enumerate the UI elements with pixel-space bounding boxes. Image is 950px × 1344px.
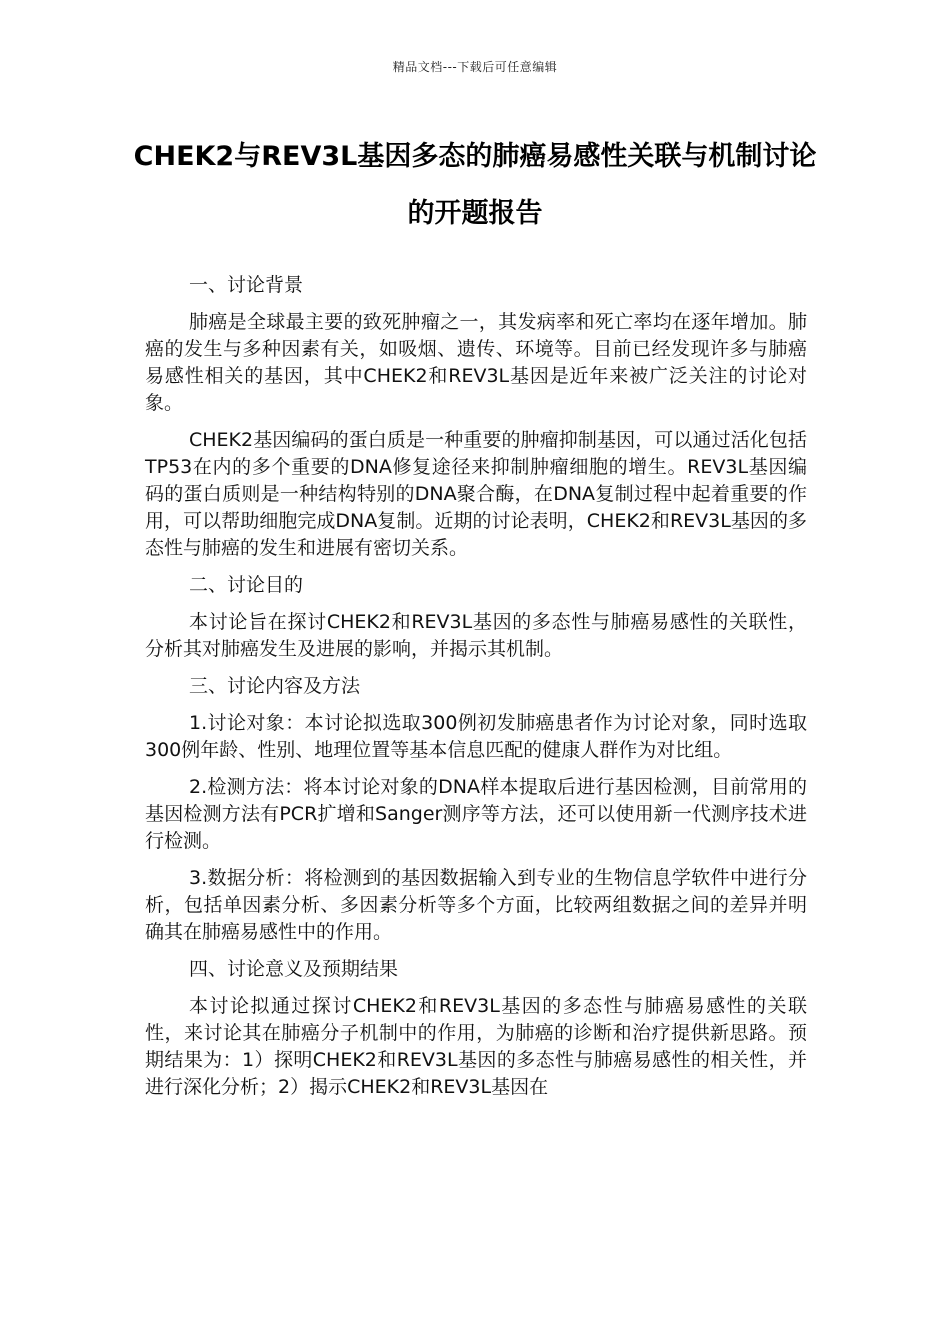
paragraph: 2.检测方法：将本讨论对象的DNA样本提取后进行基因检测，目前常用的基因检测方法有PCR扩增和Sanger测序等方法，还可以使用新一代测序技术进行检测。 xyxy=(145,776,807,852)
section-content-methods xyxy=(145,673,807,946)
document-title: CHEK2与REV3L基因多态的肺癌易感性关联与机制讨论的开题报告 xyxy=(133,141,817,229)
section-significance-results xyxy=(145,956,807,1101)
section-heading: 一、讨论背景 xyxy=(189,274,304,296)
paragraph: 本讨论拟通过探讨CHEK2和REV3L基因的多态性与肺癌易感性的关联性，来讨论其在肺癌分子机制中的作用，为肺癌的诊断和治疗提供新思路。预期结果为：1）探明CHEK2和REV3L基因的多态性与肺癌易感性的相关性，并进行深化分析；2）揭示CHEK2和REV3L基因在 xyxy=(145,995,807,1098)
section-purpose xyxy=(145,572,807,663)
document-body xyxy=(145,272,807,1111)
paragraph: 1.讨论对象：本讨论拟选取300例初发肺癌患者作为讨论对象，同时选取300例年龄、性别、地理位置等基本信息匹配的健康人群作为对比组。 xyxy=(145,712,807,761)
paragraph: CHEK2基因编码的蛋白质是一种重要的肿瘤抑制基因，可以通过活化包括TP53在内的多个重要的DNA修复途径来抑制肿瘤细胞的增生。REV3L基因编码的蛋白质则是一种结构特别的DNA聚合酶，在DNA复制过程中起着重要的作用，可以帮助细胞完成DNA复制。近期的讨论表明，CHEK2和REV3L基因的多态性与肺癌的发生和进展有密切关系。 xyxy=(145,429,807,559)
section-background xyxy=(145,272,807,562)
paragraph: 本讨论旨在探讨CHEK2和REV3L基因的多态性与肺癌易感性的关联性，分析其对肺癌发生及进展的影响，并揭示其机制。 xyxy=(145,611,807,660)
section-heading: 二、讨论目的 xyxy=(189,574,304,596)
section-heading: 三、讨论内容及方法 xyxy=(189,675,361,697)
section-heading: 四、讨论意义及预期结果 xyxy=(189,958,399,980)
paragraph: 3.数据分析：将检测到的基因数据输入到专业的生物信息学软件中进行分析，包括单因素分析、多因素分析等多个方面，比较两组数据之间的差异并明确其在肺癌易感性中的作用。 xyxy=(145,867,807,943)
page-header-note: 精品文档---下载后可任意编辑 xyxy=(392,60,558,74)
paragraph: 肺癌是全球最主要的致死肿瘤之一，其发病率和死亡率均在逐年增加。肺癌的发生与多种因素有关，如吸烟、遗传、环境等。目前已经发现许多与肺癌易感性相关的基因，其中CHEK2和REV3L基因是近年来被广泛关注的讨论对象。 xyxy=(145,311,807,414)
